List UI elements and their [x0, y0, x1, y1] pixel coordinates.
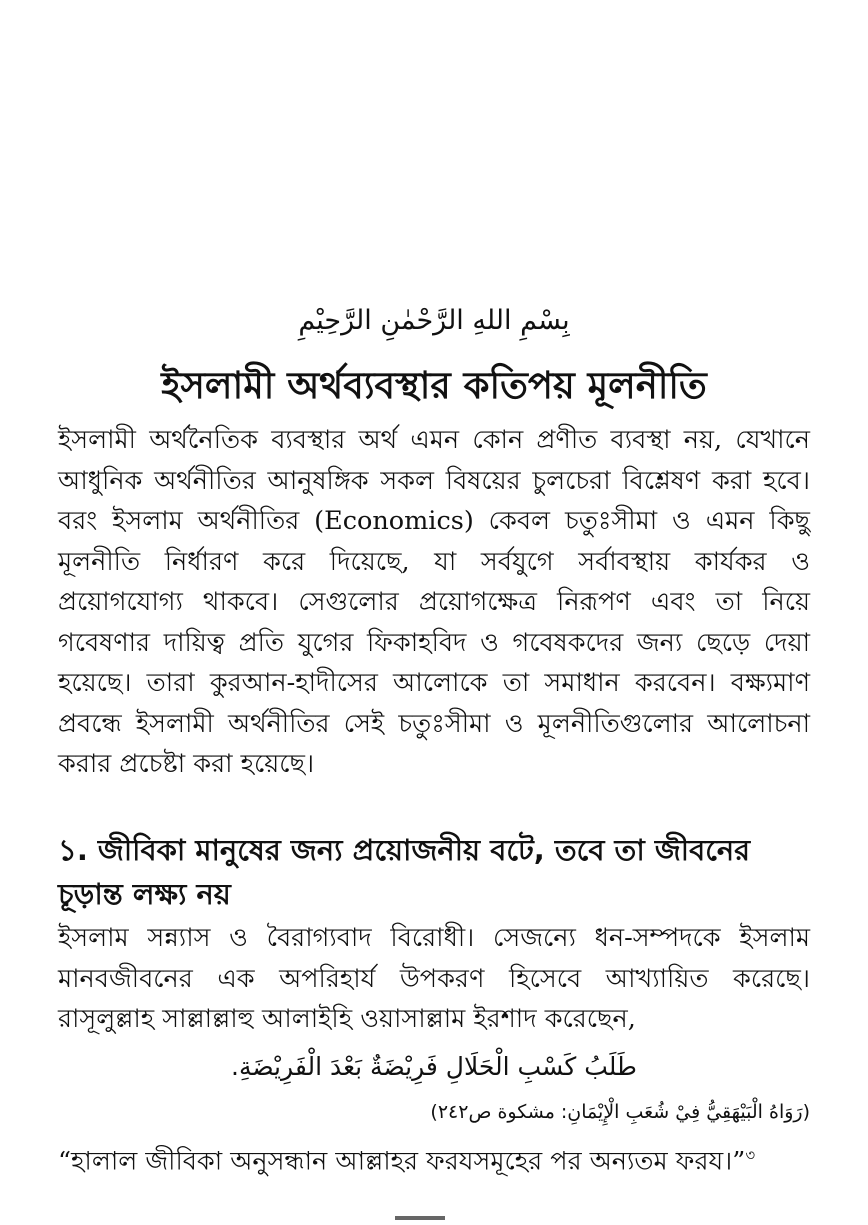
page-title: ইসলামী অর্থব্যবস্থার কতিপয় মূলনীতি [161, 364, 707, 407]
intro-paragraph: ইসলামী অর্থনৈতিক ব্যবস্থার অর্থ এমন কোন প্রণীত ব্যবস্থা নয়, যেখানে আধুনিক অর্থনীতির আনুষঙ্গিক সকল বিষয়ের চুলচেরা বিশ্লেষণ করা হবে। বরং ইসলাম অর্থনীতির (Economics) কেবল চতুঃসীমা ও এমন কিছু মূলনীতি নির্ধারণ করে দিয়েছে, যা সর্বযুগে সর্বাবস্থায় কার্যকর ও প্রয়োগযোগ্য থাকবে। সেগুলোর প্রয়োগক্ষেত্র নিরূপণ এবং তা নিয়ে গবেষণার দায়িত্ব প্রতি যুগের ফিকাহবিদ ও গবেষকদের জন্য ছেড়ে দেয়া হয়েছে। তারা কুরআন-হাদীসের আলোকে তা সমাধান করবেন। বক্ষ্যমাণ প্রবন্ধে ইসলামী অর্থনীতির সেই চতুঃসীমা ও মূলনীতিগুলোর আলোচনা করার প্রচেষ্টা করা হয়েছে। [58, 425, 810, 779]
hadith-reference: (رَوَاهُ الْبَيْهَقِيُّ فِيْ شُعَبِ الْإِيْمَانِ: مشكوة ص٢٤٢) [430, 1101, 810, 1123]
translation-text: “হালাল জীবিকা অনুসন্ধান আল্লাহর ফরযসমূহের পর অন্যতম ফরয।” [58, 1146, 746, 1177]
page-edge-mark [395, 1216, 445, 1220]
bismillah: بِسْمِ اللهِ الرَّحْمٰنِ الرَّحِيْمِ [298, 305, 570, 336]
section-1-paragraph: ইসলাম সন্ন্যাস ও বৈরাগ্যবাদ বিরোধী। সেজন্যে ধন-সম্পদকে ইসলাম মানবজীবনের এক অপরিহার্য উপকরণ হিসেবে আখ্যায়িত করেছে। রাসূলুল্লাহ সাল্লাল্লাহু আলাইহি ওয়াসাল্লাম ইরশাদ করেছেন, [58, 923, 810, 1034]
hadith-arabic: طَلَبُ كَسْبِ الْحَلَالِ فَرِيْضَةٌ بَعْدَ الْفَرِيْضَةِ. [231, 1052, 637, 1081]
footnote-marker: ৩ [745, 1146, 756, 1164]
section-1-heading: ১. জীবিকা মানুষের জন্য প্রয়োজনীয় বটে, তবে তা জীবনের চূড়ান্ত লক্ষ্য নয় [58, 833, 751, 911]
hadith-translation [58, 1135, 810, 1182]
